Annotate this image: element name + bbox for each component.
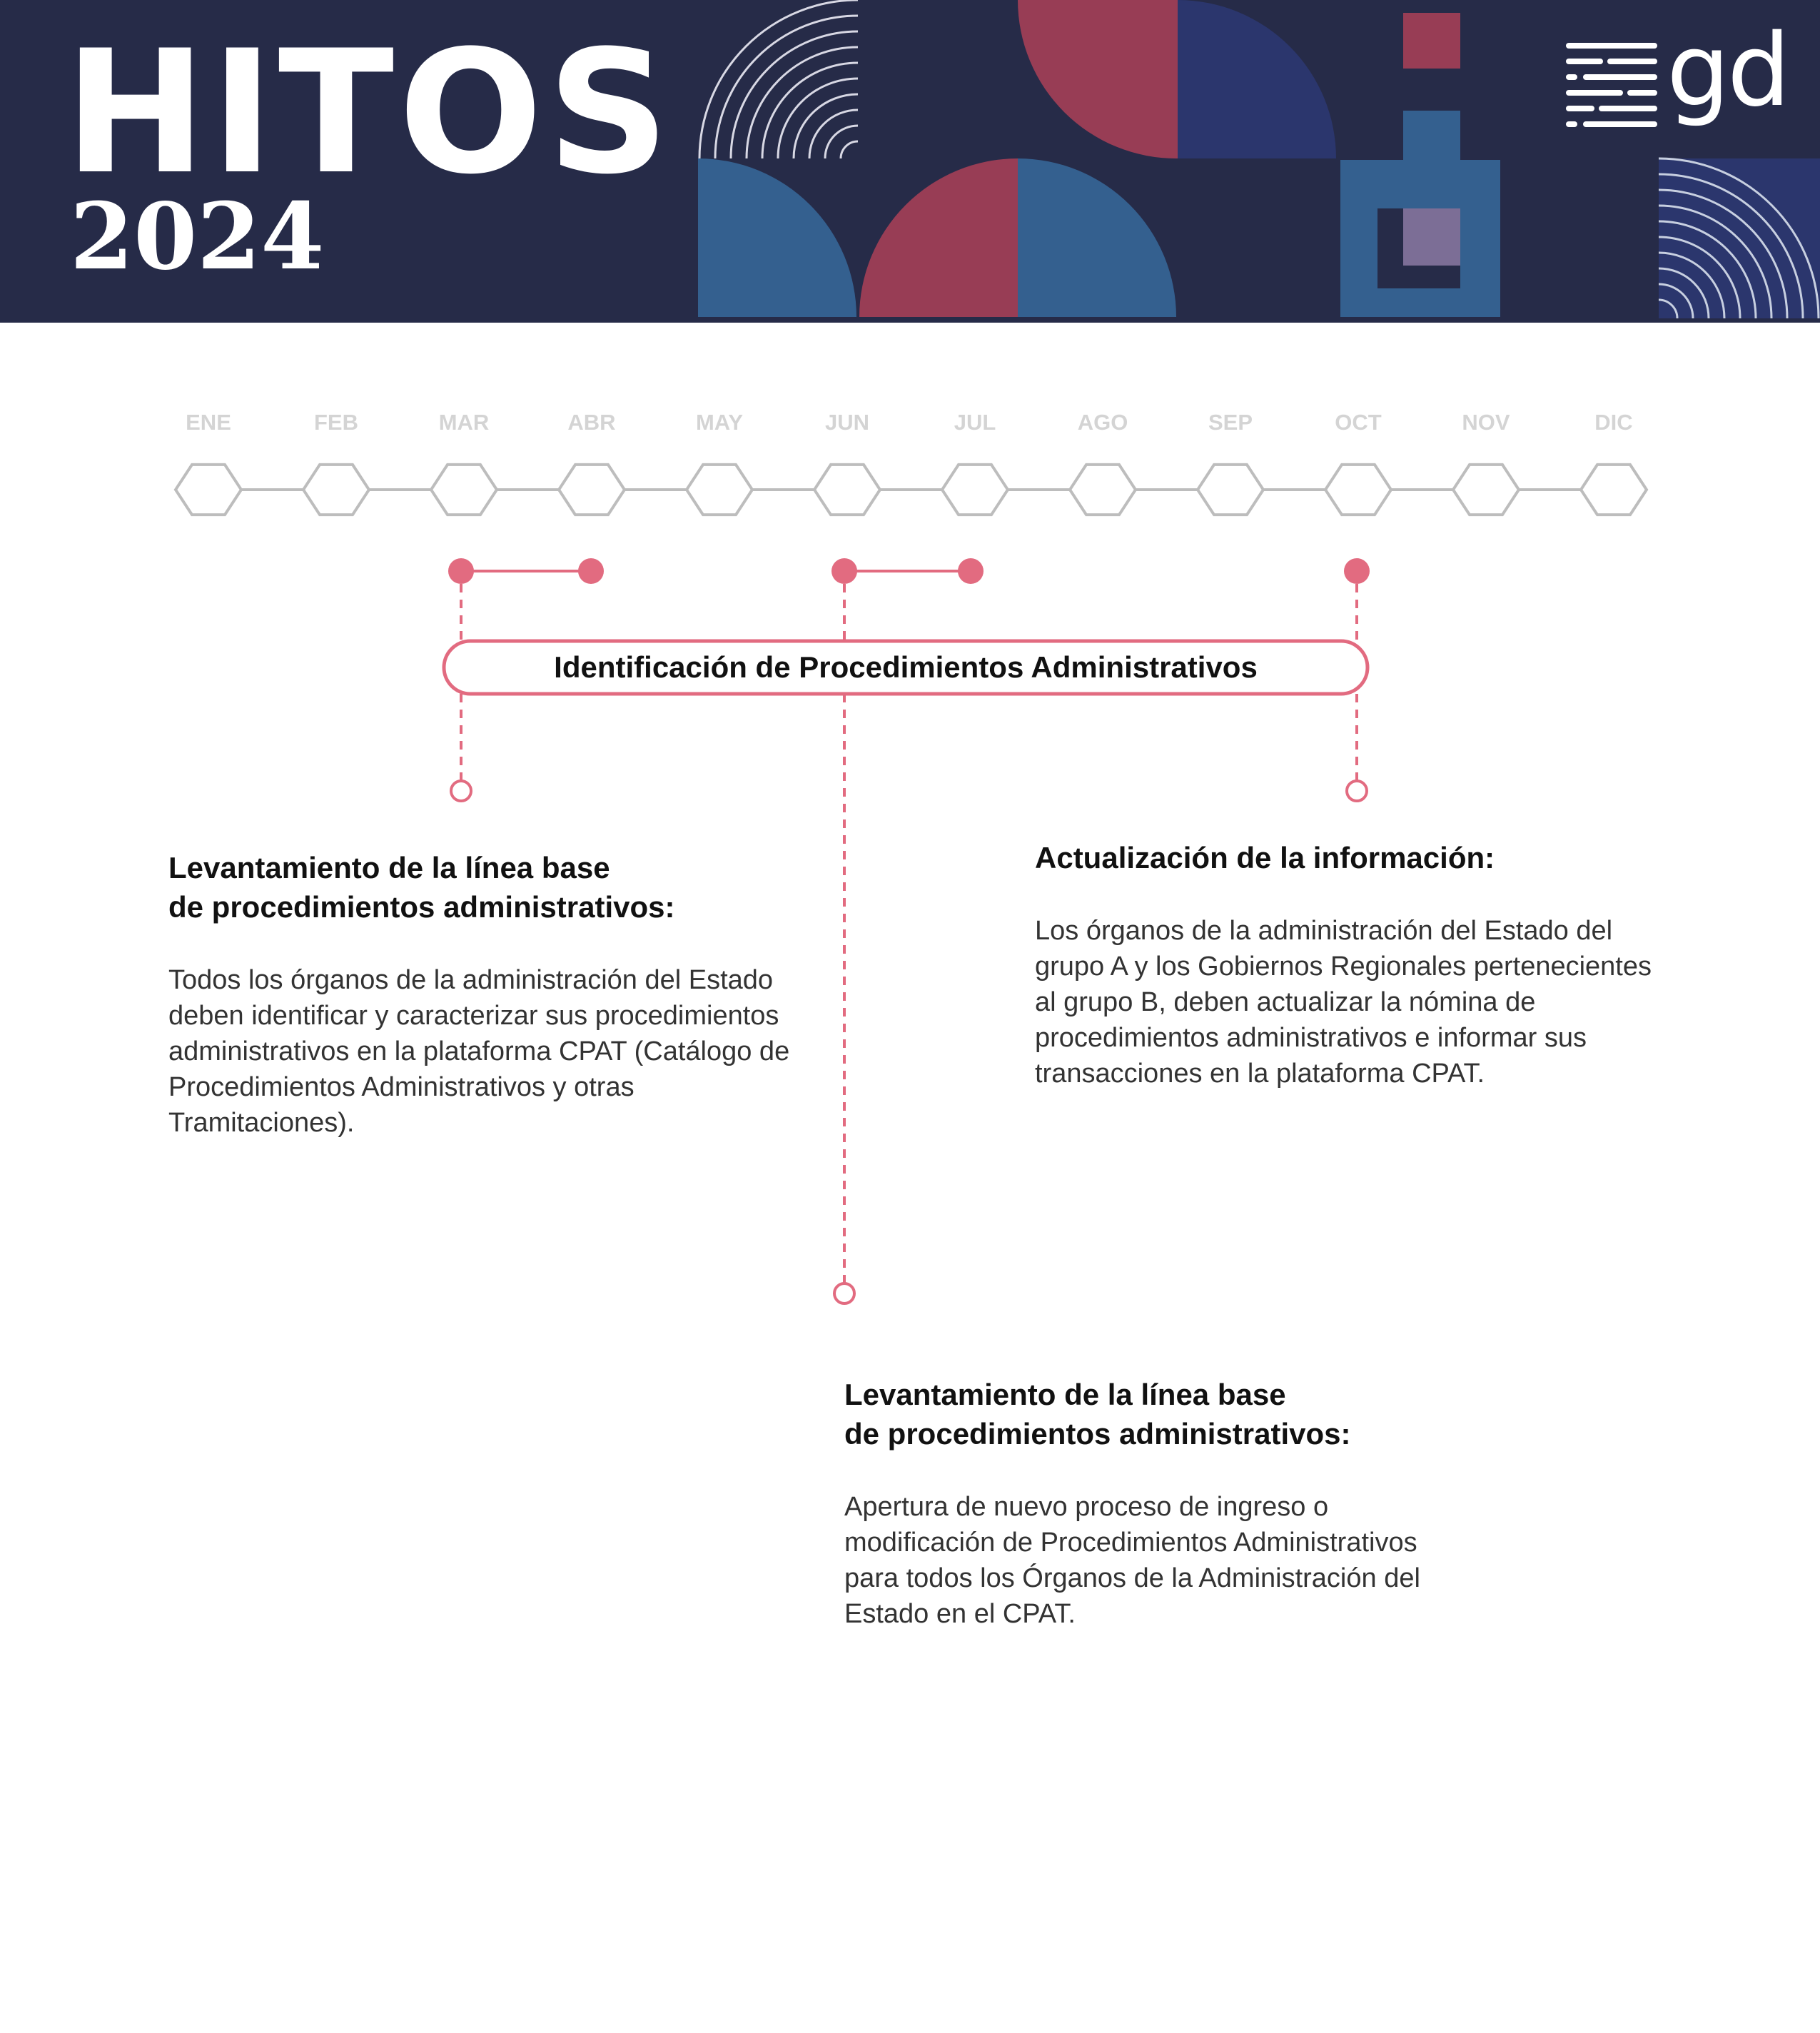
month-label-feb: FEB — [314, 410, 358, 435]
milestone-body: Apertura de nuevo proceso de ingreso o modificación de Procedimientos Administrativos para todos los Órganos de la Administración del Estado en el CPAT. — [844, 1492, 1420, 1629]
month-node-sep — [1198, 465, 1263, 515]
month-label-jun: JUN — [824, 410, 869, 435]
milestone-title-line: de procedimientos administrativos: — [168, 890, 675, 924]
month-label-ago: AGO — [1077, 410, 1128, 435]
month-node-may — [687, 465, 752, 515]
month-label-jul: JUL — [954, 410, 996, 435]
month-label-ene: ENE — [186, 410, 231, 435]
blue-quarter-shape — [698, 158, 856, 317]
crimson-square — [1403, 13, 1460, 69]
milestone-block-3 — [844, 1375, 1472, 1632]
milestone-title-line: Levantamiento de la línea base — [168, 851, 610, 884]
month-label-mar: MAR — [438, 410, 490, 435]
page-year: 2024 — [70, 183, 325, 291]
dot-oct — [1344, 558, 1370, 584]
crimson-half-shape — [859, 158, 1018, 317]
blue-half-shape — [1018, 158, 1176, 317]
dot-mar — [448, 558, 474, 584]
month-node-mar — [431, 465, 497, 515]
month-node-feb — [303, 465, 369, 515]
end-ring-mar — [451, 781, 471, 801]
indigo-quarter-shape — [1178, 0, 1336, 158]
month-label-abr: ABR — [567, 410, 616, 435]
month-node-ago — [1070, 465, 1136, 515]
dot-jul — [958, 558, 984, 584]
month-label-nov: NOV — [1462, 410, 1510, 435]
timeline-section — [0, 323, 1820, 2033]
milestone-title-line: Levantamiento de la línea base — [844, 1378, 1286, 1411]
blue-square — [1403, 111, 1460, 166]
milestone-block-1 — [168, 848, 825, 1141]
month-label-dic: DIC — [1594, 410, 1633, 435]
lavender-square — [1403, 208, 1460, 266]
milestone-body: Los órganos de la administración del Estado del grupo A y los Gobiernos Regionales pertenecientes al grupo B, deben actualizar la nómina de procedimientos administrativos e informar sus transacciones en la plataforma CPAT. — [1035, 916, 1652, 1089]
concentric-arcs-graphic — [699, 0, 858, 158]
milestone-title-line: Actualización de la información: — [1035, 841, 1495, 874]
milestone-label: Identificación de Procedimientos Administrativos — [554, 650, 1258, 684]
month-label-oct: OCT — [1335, 410, 1382, 435]
month-node-ene — [176, 465, 241, 515]
milestone-title — [1035, 838, 1656, 877]
month-node-jul — [942, 465, 1008, 515]
timeline-graphic — [0, 323, 1820, 2033]
dot-abr — [578, 558, 604, 584]
month-label-may: MAY — [695, 410, 744, 435]
month-node-oct — [1325, 465, 1391, 515]
logo-text: gd — [1667, 13, 1788, 129]
month-node-dic — [1581, 465, 1647, 515]
milestone-title — [168, 848, 825, 927]
milestone-title-line: de procedimientos administrativos: — [844, 1417, 1351, 1451]
logo-lines-icon — [1569, 46, 1654, 124]
milestone-block-2 — [1035, 838, 1656, 1091]
end-ring-oct — [1347, 781, 1367, 801]
month-label-sep: SEP — [1208, 410, 1253, 435]
milestone-title — [844, 1375, 1472, 1453]
month-node-abr — [559, 465, 625, 515]
crimson-quarter-shape — [1018, 0, 1178, 158]
end-ring-jun — [834, 1283, 854, 1303]
month-nodes — [176, 465, 1647, 515]
month-node-nov — [1453, 465, 1519, 515]
header-banner — [0, 0, 1820, 323]
page-title: HITOS — [64, 14, 674, 212]
month-node-jun — [814, 465, 880, 515]
milestone-body: Todos los órganos de la administración del Estado deben identificar y caracterizar sus procedimientos administrativos en la plataforma CPAT (Catálogo de Procedimientos Administrativos y otras Tramitaciones). — [168, 965, 790, 1138]
dot-jun — [831, 558, 857, 584]
